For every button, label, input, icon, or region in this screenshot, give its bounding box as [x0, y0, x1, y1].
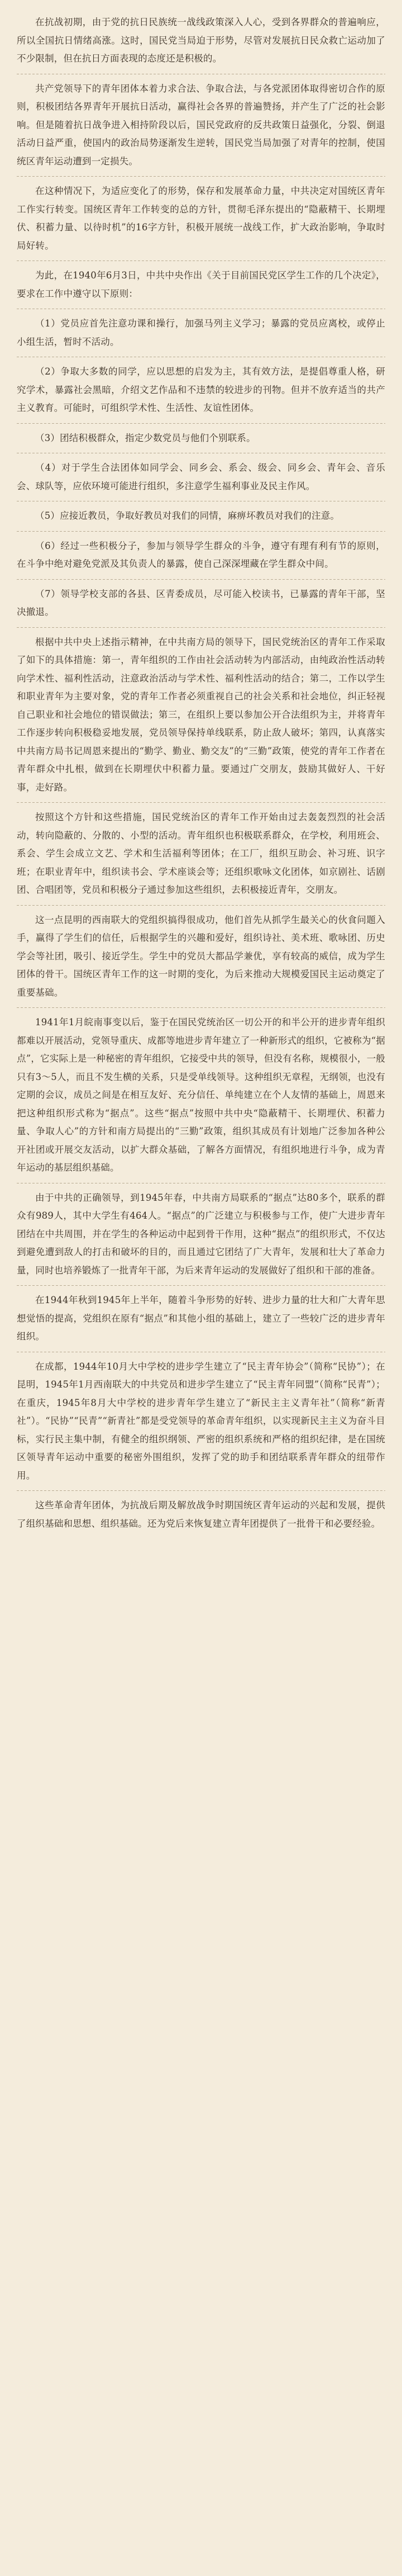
paragraph-1944-autumn: 在1944年秋到1945年上半年，随着斗争形势的好转、进步力量的壮大和广大青年思想觉悟的提高，党组织在原有“据点”和其他小组的基础上，建立了一些较广泛的进步青年组织。 — [17, 1295, 385, 1342]
separator — [17, 423, 385, 424]
paragraph-measures: 根据中共中央上述指示精神，在中共南方局的领导下，国民党统治区的青年工作采取了如下的具体措施：第一，青年组织的工作由社会活动转为内部活动，由纯政治性活动转向学术性、福利性活动，注意政治活动与学术性、福利性活动的结合；第二，工作以学生和职业青年为主要对象，党的青年工作者必须重视自己的社会关系和社会地位，纠正轻视自己职业和社会地位的错误做法；第三，在组织上要以参加公开合法组织为主，并将青年工作逐步转向积极稳妥地发展，党员领导保持单线联系，防止敌人破坏；第四，认真落实中共南方局书记周恩来提出的“勤学、勤业、勤交友”的“三勤”政策，使党的青年工作者在青年群众中扎根，做到在长期埋伏中积蓄力量。要通过广交朋友，鼓励其做好人、干好事，走好路。 — [17, 636, 385, 793]
paragraph-3: 在这种情况下，为适应变化了的形势，保存和发展革命力量，中共决定对国统区青年工作实行转变。国统区青年工作转变的总的方针，贯彻毛泽东提出的“隐蔽精干、长期埋伏、积蓄力量、以待时机”的16字方针，积极开展统一战线工作，扩大政治影响，争取时局好转。 — [17, 186, 385, 251]
principle-4: （4）对于学生合法团体如同学会、同乡会、系会、级会、同乡会、青年会、音乐会、球队等，应依环境可能进行组织，多注意学生福利事业及民主作风。 — [17, 462, 385, 491]
separator — [17, 579, 385, 580]
principle-5: （5）应接近教员，争取好教员对我们的同情，麻痹坏教员对我们的注意。 — [35, 510, 340, 521]
paragraph-2: 共产党领导下的青年团体本着力求合法、争取合法，与各党派团体取得密切合作的原则，积极团结各界青年开展抗日活动，赢得社会各界的普遍赞扬，并产生了广泛的社会影响。但是随着抗日战争进入相持阶段以后，国民党政府的反共政策日益强化，分裂、倒退活动日益严重，使国内的政治局势逐渐发生逆转，国民党当局加强了对青年的控制，使国统区青年运动遭到一定损失。 — [17, 83, 385, 167]
document-body — [17, 13, 385, 1533]
principle-2: （2）争取大多数的同学，应以思想的启发为主，其有效方法，是提倡尊重人格，研究学术，暴露社会黑暗，介绍文艺作品和不违禁的较进步的刊物。但并不放弃适当的共产主义教育。可能时，可组织学术性、生活性、友谊性团体。 — [17, 366, 385, 413]
separator — [17, 1007, 385, 1008]
paragraph-4: 为此，在1940年6月3日，中共中央作出《关于目前国民党区学生工作的几个决定》，要求在工作中遵守以下原则： — [17, 270, 385, 299]
separator — [17, 905, 385, 906]
paragraph-1: 在抗战初期，由于党的抗日民族统一战线政策深入人心，受到各界群众的普遍响应，所以全国抗日情绪高涨。这时，国民党当局迫于形势，尽管对发展抗日民众救亡运动加了不少限制，但在抗日方面表现的态度还是积极的。 — [17, 17, 385, 64]
separator — [17, 1285, 385, 1286]
separator — [17, 802, 385, 803]
paragraph-activities: 按照这个方针和这些措施，国民党统治区的青年工作开始由过去轰轰烈烈的社会活动，转向隐蔽的、分散的、小型的活动。青年组织也积极联系群众，在学校，利用班会、系会、学生会成立文艺、学术和生活福利等团体；在工厂，组织互助会、补习班、识字班；在职业青年中，组织读书会、学术座谈会等；还组织歌咏文化团体，如京剧社、话剧团、合唱团等，党员和积极分子通过参加这些组织，去积极接近青年，交朋友。 — [17, 812, 385, 895]
separator — [17, 627, 385, 628]
separator — [17, 1490, 385, 1491]
paragraph-southwest-united: 这一点昆明的西南联大的党组织搞得很成功，他们首先从抓学生最关心的伙食问题入手，赢得了学生们的信任，后根据学生的兴趣和爱好，组织诗社、美术班、歌咏团、历史学会等社团，吸引、接近学生。学生中的党员大都品学兼优，享有较高的威信，成为学生团体的骨干。国统区青年工作的这一时期的变化，为后来推动大规模爱国民主运动奠定了重要基础。 — [17, 914, 385, 998]
separator — [17, 531, 385, 532]
paragraph-conclusion: 这些革命青年团体，为抗战后期及解放战争时期国统区青年运动的兴起和发展，提供了组织基础和思想、组织基础。还为党后来恢复建立青年团提供了一批骨干和必要经验。 — [17, 1500, 385, 1529]
paragraph-stronghold-1945: 由于中共的正确领导，到1945年春，中共南方局联系的“据点”达80多个，联系的群众有989人，其中大学生有464人。“据点”的广泛建立与积极参与工作，使广大进步青年团结在中共周围，并在学生的各种运动中起到骨干作用，这种“据点”的组织形式，不仅达到避免遭到敌人的打击和破坏的目的，而且通过它团结了广大青年，发展和壮大了革命力量，同时也培养锻炼了一批青年干部，为后来青年运动的发展做好了组织和干部的准备。 — [17, 1192, 385, 1276]
paragraph-organizations: 在成都，1944年10月大中学校的进步学生建立了“民主青年协会”（简称“民协”）；在昆明，1945年1月西南联大的中共党员和进步学生建立了“民主青年同盟”（简称“民青”）；在重庆，1945年8月大中学校的进步青年学生建立了“新民主主义青年社”（简称“新青社”）。“民协”“民青”“新青社”都是受党领导的革命青年组织，以实现新民主主义为奋斗目标，实行民主集中制，有健全的组织纲领、严密的组织系统和严格的组织纪律，是在国统区领导青年运动中重要的秘密外围组织，发挥了党的助手和团结联系青年群众的纽带作用。 — [17, 1361, 385, 1481]
principle-7: （7）领导学校支部的各县、区青委成员，尽可能入校读书，已暴露的青年干部，坚决撤退。 — [17, 588, 385, 617]
principle-1: （1）党员应首先注意功课和操行，加强马列主义学习；暴露的党员应离校，或停止小组生活，暂时不活动。 — [17, 318, 385, 347]
principle-3: （3）团结积极群众，指定少数党员与他们个别联系。 — [35, 432, 256, 443]
principle-6: （6）经过一些积极分子，参加与领导学生群众的斗争，遵守有理有利有节的原则，在斗争中绝对避免党派及其负责人的暴露，使自己深深埋藏在学生群众中间。 — [17, 540, 385, 569]
paragraph-stronghold-1941: 1941年1月皖南事变以后，鉴于在国民党统治区一切公开的和半公开的进步青年组织都难以开展活动，党领导重庆、成都等地进步青年建立了一种新形式的组织，它被称为“据点”，它实际上是一种秘密的青年组织，它接受中共的领导，但没有名称，规模很小，一般只有3～5人，而且不发生横的关系，只是受单线领导。这种组织无章程，无纲领，也没有定期的会议，成员之间是在相互友好、充分信任、单纯建立在个人友情的基础上，周恩来把这种组织形式称为“据点”。这些“据点”按照中共中央“隐蔽精干、长期埋伏、积蓄力量、争取人心”的方针和南方局提出的“三勤”政策，组织其成员有计划地广泛参加各种公开社团或开展交友活动，以扩大群众基础，了解各方面情况，有组织地进行斗争，成为青年运动的基层组织基础。 — [17, 1017, 385, 1173]
separator — [17, 176, 385, 177]
